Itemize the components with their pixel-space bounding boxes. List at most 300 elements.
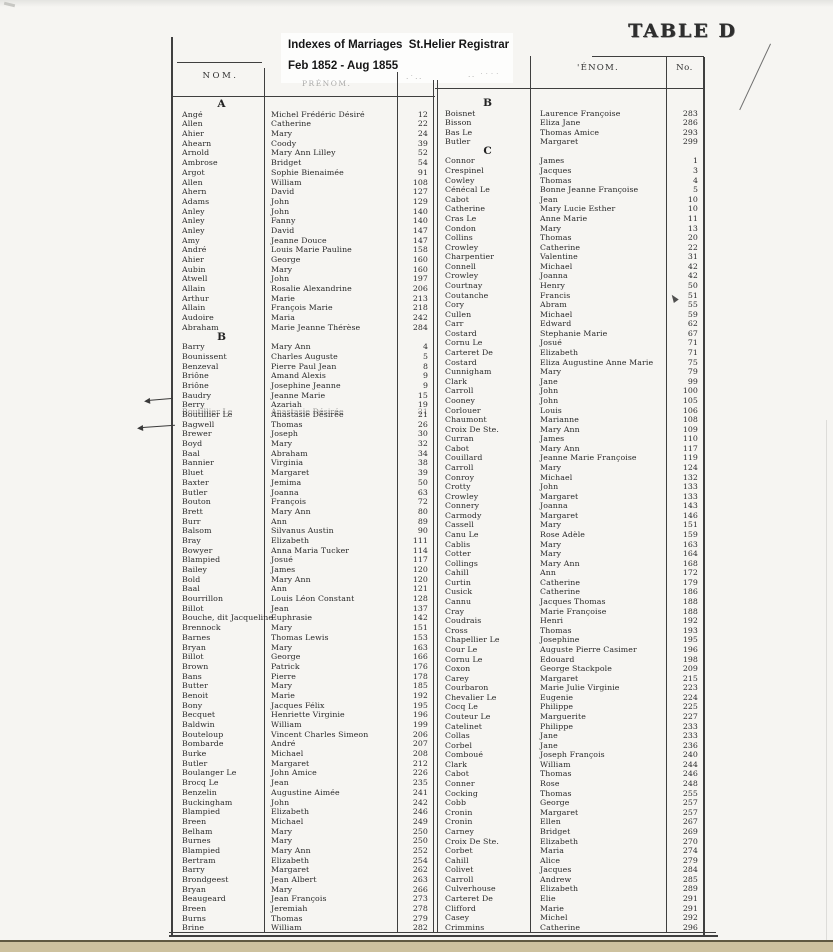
table-row bbox=[440, 128, 703, 138]
entry-number-cell: 153 bbox=[412, 632, 428, 642]
surname-cell: Briône bbox=[182, 380, 209, 390]
table-row bbox=[440, 348, 703, 358]
forename-cell: Mary bbox=[271, 836, 293, 846]
table-row bbox=[177, 274, 433, 284]
entry-number-cell: 11 bbox=[687, 213, 698, 223]
surname-cell: Baal bbox=[182, 448, 200, 458]
forename-cell: Marie bbox=[540, 903, 564, 913]
entry-number-cell: 224 bbox=[682, 692, 698, 702]
entry-number-cell: 296 bbox=[682, 922, 698, 932]
entry-number-cell: 283 bbox=[682, 108, 698, 118]
forename-cell: Marianne bbox=[540, 415, 579, 425]
forename-cell: John bbox=[271, 797, 290, 807]
entry-number-cell: 71 bbox=[687, 348, 698, 358]
table-row bbox=[177, 739, 433, 749]
entry-number-cell: 267 bbox=[682, 817, 698, 827]
entry-number-cell: 133 bbox=[682, 491, 698, 501]
forename-cell: David bbox=[271, 187, 295, 197]
table-row bbox=[177, 110, 433, 120]
table-row bbox=[177, 178, 433, 188]
entry-number-cell: 31 bbox=[687, 252, 698, 262]
table-row bbox=[440, 204, 703, 214]
forename-cell: Jean bbox=[271, 778, 289, 788]
forename-cell: Joanna bbox=[540, 501, 568, 511]
table-row bbox=[177, 604, 433, 614]
forename-cell: Thomas bbox=[540, 788, 572, 798]
table-row bbox=[177, 526, 433, 536]
surname-cell: Arthur bbox=[182, 293, 209, 303]
forename-cell: Joanna bbox=[271, 487, 299, 497]
surname-cell: Ahier bbox=[182, 129, 204, 139]
forename-cell: Margaret bbox=[540, 807, 579, 817]
forename-cell: Mary bbox=[271, 129, 293, 139]
forename-cell: Pierre bbox=[271, 671, 297, 681]
surname-cell: Boulanger Le bbox=[182, 768, 237, 778]
entry-number-cell: 9 bbox=[422, 380, 428, 390]
surname-cell: Connor bbox=[445, 156, 475, 166]
surname-cell: Cornu Le bbox=[445, 654, 483, 664]
surname-cell: Baal bbox=[182, 584, 200, 594]
table-row bbox=[177, 429, 433, 439]
forename-cell: François bbox=[271, 497, 307, 507]
table-row bbox=[440, 635, 703, 645]
surname-cell: Couillard bbox=[445, 453, 483, 463]
table-row bbox=[177, 652, 433, 662]
table-row bbox=[177, 236, 433, 246]
surname-cell: Conroy bbox=[445, 472, 475, 482]
table-row bbox=[177, 875, 433, 885]
forename-cell: John bbox=[540, 386, 559, 396]
surname-cell: Carteret De bbox=[445, 348, 494, 358]
entry-number-cell: 198 bbox=[682, 654, 698, 664]
forename-cell: Marie bbox=[271, 293, 295, 303]
entry-number-cell: 248 bbox=[682, 779, 698, 789]
entry-number-cell: 124 bbox=[682, 462, 698, 472]
forename-cell: Margaret bbox=[540, 137, 579, 147]
table-row bbox=[177, 681, 433, 691]
forename-cell: Thomas Lewis bbox=[271, 632, 329, 642]
entry-number-cell: 233 bbox=[682, 731, 698, 741]
table-row bbox=[440, 482, 703, 492]
entry-number-cell: 185 bbox=[412, 681, 428, 691]
table-row bbox=[440, 731, 703, 741]
faded-header-remnant: PRÉNOM. bbox=[302, 79, 352, 88]
table-bottom-rule bbox=[169, 935, 718, 937]
forename-cell: Jeanne Douce bbox=[271, 235, 327, 245]
table-row bbox=[177, 488, 433, 498]
forename-cell: Patrick bbox=[271, 661, 300, 671]
entry-number-cell: 164 bbox=[682, 549, 698, 559]
table-row bbox=[177, 507, 433, 517]
forename-cell: Mary Ann Lilley bbox=[271, 148, 336, 158]
surname-cell: Conner bbox=[445, 779, 475, 789]
table-row bbox=[177, 187, 433, 197]
table-row bbox=[177, 846, 433, 856]
surname-cell: Blampied bbox=[182, 807, 221, 817]
entry-number-cell: 52 bbox=[417, 148, 428, 158]
table-row bbox=[177, 294, 433, 304]
table-row bbox=[440, 837, 703, 847]
entry-number-cell: 119 bbox=[682, 453, 698, 463]
forename-cell: Mary Ann bbox=[540, 443, 580, 453]
table-row bbox=[440, 453, 703, 463]
entry-number-cell: 195 bbox=[682, 635, 698, 645]
table-row bbox=[440, 904, 703, 914]
table-row bbox=[440, 875, 703, 885]
table-row bbox=[177, 148, 433, 158]
table-row bbox=[440, 884, 703, 894]
surname-cell: Corlouer bbox=[445, 405, 481, 415]
surname-cell: Cunnigham bbox=[445, 367, 492, 377]
entry-number-cell: 128 bbox=[412, 594, 428, 604]
table-row bbox=[177, 410, 433, 420]
forename-cell: Jeremiah bbox=[271, 904, 308, 914]
forename-cell: Anne Marie bbox=[540, 213, 588, 223]
surname-cell: Breen bbox=[182, 816, 207, 826]
forename-cell: Alice bbox=[540, 855, 561, 865]
table-row bbox=[440, 693, 703, 703]
table-row bbox=[440, 243, 703, 253]
entry-number-cell: 143 bbox=[682, 501, 698, 511]
table-row bbox=[440, 683, 703, 693]
forename-cell: Mary bbox=[540, 223, 562, 233]
table-row bbox=[177, 691, 433, 701]
forename-cell: Mary bbox=[540, 462, 562, 472]
surname-cell: Burns bbox=[182, 913, 207, 923]
table-row bbox=[177, 362, 433, 372]
entry-number-cell: 10 bbox=[687, 204, 698, 214]
table-row bbox=[177, 216, 433, 226]
entry-number-cell: 299 bbox=[682, 137, 698, 147]
entry-number-cell: 291 bbox=[682, 903, 698, 913]
entry-number-cell: 42 bbox=[687, 271, 698, 281]
table-row bbox=[177, 584, 433, 594]
forename-cell: Michael bbox=[271, 749, 304, 759]
table-row bbox=[177, 817, 433, 827]
entry-number-cell: 30 bbox=[417, 429, 428, 439]
table-row bbox=[440, 310, 703, 320]
surname-cell: Carr bbox=[445, 319, 464, 329]
surname-cell: Belham bbox=[182, 826, 213, 836]
entry-number-cell: 75 bbox=[687, 357, 698, 367]
surname-cell: Cablis bbox=[445, 539, 471, 549]
forename-cell: Mary bbox=[540, 367, 562, 377]
entry-number-cell: 279 bbox=[412, 913, 428, 923]
forename-cell: Thomas bbox=[271, 913, 303, 923]
surname-cell: Barry bbox=[182, 342, 205, 352]
entry-number-cell: 178 bbox=[412, 671, 428, 681]
entry-number-cell: 284 bbox=[412, 322, 428, 332]
table-row bbox=[177, 904, 433, 914]
table-border-left bbox=[171, 37, 173, 937]
surname-cell: Cénécal Le bbox=[445, 185, 490, 195]
table-row bbox=[177, 497, 433, 507]
surname-cell: Blampied bbox=[182, 845, 221, 855]
entry-number-cell: 270 bbox=[682, 836, 698, 846]
table-row bbox=[177, 720, 433, 730]
surname-cell: Benoit bbox=[182, 690, 209, 700]
header-rule bbox=[592, 56, 704, 57]
surname-cell: Bombarde bbox=[182, 739, 224, 749]
surname-cell: Breen bbox=[182, 904, 207, 914]
table-row bbox=[440, 319, 703, 329]
table-row bbox=[177, 555, 433, 565]
entry-number-cell: 199 bbox=[412, 720, 428, 729]
entry-number-cell: 289 bbox=[682, 884, 698, 894]
surname-cell: Burnes bbox=[182, 836, 211, 846]
entry-number-cell: 39 bbox=[417, 468, 428, 478]
forename-cell: Michael bbox=[540, 472, 573, 482]
entry-number-cell: 120 bbox=[412, 574, 428, 584]
entry-number-cell: 278 bbox=[412, 904, 428, 914]
entry-number-cell: 4 bbox=[692, 175, 698, 185]
surname-cell: Cooney bbox=[445, 395, 475, 405]
surname-cell: Chapellier Le bbox=[445, 635, 500, 645]
entry-number-cell: 20 bbox=[687, 233, 698, 243]
column-header-nom: NOM. bbox=[202, 71, 239, 81]
entry-number-cell: 284 bbox=[682, 865, 698, 875]
forename-cell: Mary bbox=[271, 826, 293, 836]
table-row bbox=[177, 701, 433, 711]
surname-cell: Bluet bbox=[182, 468, 204, 478]
forename-cell: Margaret bbox=[271, 468, 310, 478]
scan-top-band bbox=[0, 0, 833, 7]
entry-number-cell: 213 bbox=[412, 293, 428, 303]
surname-cell: Curtin bbox=[445, 577, 471, 587]
entry-number-cell: 266 bbox=[412, 884, 428, 894]
forename-cell: George bbox=[540, 798, 570, 808]
entry-number-cell: 51 bbox=[687, 290, 698, 300]
forename-cell: Maria bbox=[271, 313, 296, 323]
table-row bbox=[177, 827, 433, 837]
entry-number-cell: 252 bbox=[412, 845, 428, 855]
table-row bbox=[440, 473, 703, 483]
entry-number-cell: 263 bbox=[412, 875, 428, 884]
forename-cell: Joanna bbox=[540, 271, 568, 281]
forename-cell: Catherine bbox=[271, 119, 312, 129]
forename-cell: Marie Julie Virginie bbox=[540, 683, 620, 693]
table-row bbox=[177, 798, 433, 808]
forename-cell: Mary bbox=[271, 681, 293, 691]
index-column-right bbox=[440, 99, 703, 932]
entry-number-cell: 3 bbox=[692, 166, 698, 176]
forename-cell: Jean Albert bbox=[271, 875, 317, 884]
page-title: TABLE D bbox=[628, 20, 737, 42]
forename-cell: Rosalie Alexandrine bbox=[271, 284, 352, 294]
forename-cell: Mary Ann bbox=[540, 558, 580, 568]
entry-number-cell: 147 bbox=[412, 235, 428, 245]
surname-cell: Carteret De bbox=[445, 893, 494, 903]
table-row bbox=[177, 623, 433, 633]
table-row bbox=[440, 722, 703, 732]
surname-cell: Cras Le bbox=[445, 213, 477, 223]
forename-cell: Catherine bbox=[540, 242, 581, 252]
surname-cell: Carroll bbox=[445, 386, 474, 396]
table-row bbox=[177, 914, 433, 924]
surname-cell: Cornu Le bbox=[445, 338, 483, 348]
table-row bbox=[177, 391, 433, 401]
section-letter-row bbox=[440, 99, 703, 109]
surname-cell: Connell bbox=[445, 261, 477, 271]
entry-number-cell: 108 bbox=[682, 415, 698, 425]
surname-cell: Croix De Ste. bbox=[445, 836, 499, 846]
entry-number-cell: 206 bbox=[412, 284, 428, 294]
table-row bbox=[177, 565, 433, 575]
table-row bbox=[440, 176, 703, 186]
table-row bbox=[440, 109, 703, 119]
entry-number-cell: 71 bbox=[687, 338, 698, 348]
table-row bbox=[177, 158, 433, 168]
entry-number-cell: 286 bbox=[682, 118, 698, 128]
forename-cell: Mary bbox=[271, 439, 293, 449]
surname-cell: Cronin bbox=[445, 807, 473, 817]
entry-number-cell: 10 bbox=[687, 194, 698, 204]
section-letter: B bbox=[217, 330, 227, 343]
table-row bbox=[177, 129, 433, 139]
scan-edge-line bbox=[826, 420, 827, 945]
forename-cell: James bbox=[271, 565, 296, 574]
table-row bbox=[177, 730, 433, 740]
column-header-no: No. bbox=[676, 63, 693, 73]
entry-number-cell: 279 bbox=[682, 855, 698, 865]
entry-number-cell: 262 bbox=[412, 865, 428, 875]
forename-cell: John bbox=[540, 482, 559, 492]
table-row bbox=[440, 645, 703, 655]
entry-number-cell: 22 bbox=[687, 242, 698, 252]
entry-number-cell: 254 bbox=[412, 855, 428, 865]
entry-number-cell: 137 bbox=[412, 603, 428, 613]
surname-cell: Cowley bbox=[445, 175, 475, 185]
forename-cell: Josephine Jeanne bbox=[271, 380, 341, 390]
surname-cell: Crimmins bbox=[445, 922, 485, 932]
surname-cell: Bold bbox=[182, 574, 201, 584]
table-row bbox=[177, 856, 433, 866]
forename-cell: Josué bbox=[540, 338, 562, 348]
entry-number-cell: 193 bbox=[682, 625, 698, 635]
table-row bbox=[177, 672, 433, 682]
surname-cell: Allain bbox=[182, 303, 206, 313]
surname-cell: Clark bbox=[445, 759, 468, 769]
forename-cell: Ellen bbox=[540, 817, 561, 827]
table-row bbox=[440, 406, 703, 416]
entry-number-cell: 226 bbox=[412, 768, 428, 778]
forename-cell: Henry bbox=[540, 280, 566, 290]
entry-number-cell: 218 bbox=[412, 303, 428, 313]
table-row bbox=[440, 664, 703, 674]
forename-cell: Thomas Amice bbox=[540, 127, 600, 137]
forename-cell: Michael bbox=[540, 261, 573, 271]
surname-cell: Atwell bbox=[182, 274, 208, 284]
forename-cell: Euphrasie bbox=[271, 613, 313, 623]
surname-cell: Bryan bbox=[182, 642, 207, 652]
entry-number-cell: 215 bbox=[682, 673, 698, 683]
forename-cell: John bbox=[540, 395, 559, 405]
surname-cell: Carmody bbox=[445, 510, 482, 520]
entry-number-cell: 4 bbox=[422, 342, 428, 352]
entry-number-cell: 146 bbox=[682, 510, 698, 520]
surname-cell: Cronin bbox=[445, 817, 473, 827]
forename-cell: James bbox=[540, 156, 565, 166]
surname-cell: Croix De Ste. bbox=[445, 424, 499, 434]
table-row bbox=[177, 885, 433, 895]
table-row bbox=[440, 281, 703, 291]
surname-cell: Curran bbox=[445, 434, 474, 444]
surname-cell: Coudrais bbox=[445, 616, 482, 626]
entry-number-cell: 106 bbox=[682, 405, 698, 415]
table-row bbox=[177, 352, 433, 362]
overlay-date-range: Feb 1852 - Aug 1855 bbox=[288, 60, 399, 72]
surname-cell: Cahill bbox=[445, 855, 469, 865]
table-row bbox=[177, 778, 433, 788]
surname-cell: Casey bbox=[445, 913, 470, 923]
table-row bbox=[177, 633, 433, 643]
surname-cell: Courtnay bbox=[445, 280, 483, 290]
entry-number-cell: 5 bbox=[692, 185, 698, 195]
entry-number-cell: 246 bbox=[412, 807, 428, 817]
table-row bbox=[440, 166, 703, 176]
table-row bbox=[440, 865, 703, 875]
forename-cell: Jane bbox=[540, 376, 558, 386]
entry-number-cell: 8 bbox=[422, 361, 428, 371]
entry-number-cell: 72 bbox=[417, 497, 428, 507]
entry-number-cell: 273 bbox=[412, 894, 428, 904]
forename-cell: Jacques bbox=[540, 865, 572, 875]
entry-number-cell: 99 bbox=[687, 376, 698, 386]
entry-number-cell: 197 bbox=[412, 274, 428, 284]
table-row bbox=[177, 284, 433, 294]
surname-cell: Bouteloup bbox=[182, 729, 224, 739]
surname-cell: Brewer bbox=[182, 429, 212, 439]
surname-cell: Briône bbox=[182, 371, 209, 381]
surname-cell: Bony bbox=[182, 700, 203, 710]
entry-number-cell: 15 bbox=[417, 390, 428, 400]
entry-number-cell: 80 bbox=[417, 506, 428, 516]
surname-cell: Bounissent bbox=[182, 351, 227, 361]
surname-cell: Costard bbox=[445, 357, 477, 367]
table-row bbox=[440, 750, 703, 760]
section-letter-row bbox=[177, 330, 433, 343]
surname-cell: Baldwin bbox=[182, 720, 215, 729]
entry-number-cell: 159 bbox=[682, 530, 698, 540]
forename-cell: Elie bbox=[540, 893, 556, 903]
table-row bbox=[440, 214, 703, 224]
forename-cell: Marie Jeanne Thérèse bbox=[271, 322, 361, 332]
entry-number-cell: 249 bbox=[412, 816, 428, 826]
index-column-left bbox=[177, 100, 433, 933]
entry-number-cell: 100 bbox=[682, 386, 698, 396]
entry-number-cell: 67 bbox=[687, 328, 698, 338]
entry-number-cell: 163 bbox=[682, 539, 698, 549]
surname-cell: Baxter bbox=[182, 477, 209, 487]
table-row bbox=[440, 923, 703, 933]
table-row bbox=[440, 271, 703, 281]
surname-cell: Brocq Le bbox=[182, 778, 219, 788]
table-row bbox=[177, 197, 433, 207]
surname-cell: Corbet bbox=[445, 846, 473, 856]
forename-cell: Josué bbox=[271, 555, 293, 565]
overlay-title: Indexes of Marriages St.Helier Registrar bbox=[288, 39, 510, 51]
entry-number-cell: 151 bbox=[412, 623, 428, 633]
entry-number-cell: 160 bbox=[412, 264, 428, 274]
forename-cell: Marie Françoise bbox=[540, 606, 607, 616]
forename-cell: Mary Ann bbox=[271, 506, 311, 516]
table-row bbox=[440, 137, 703, 147]
entry-number-cell: 244 bbox=[682, 759, 698, 769]
surname-cell: Balsom bbox=[182, 526, 212, 536]
surname-cell: Collas bbox=[445, 731, 470, 741]
table-row bbox=[177, 468, 433, 478]
entry-number-cell: 241 bbox=[412, 787, 428, 797]
